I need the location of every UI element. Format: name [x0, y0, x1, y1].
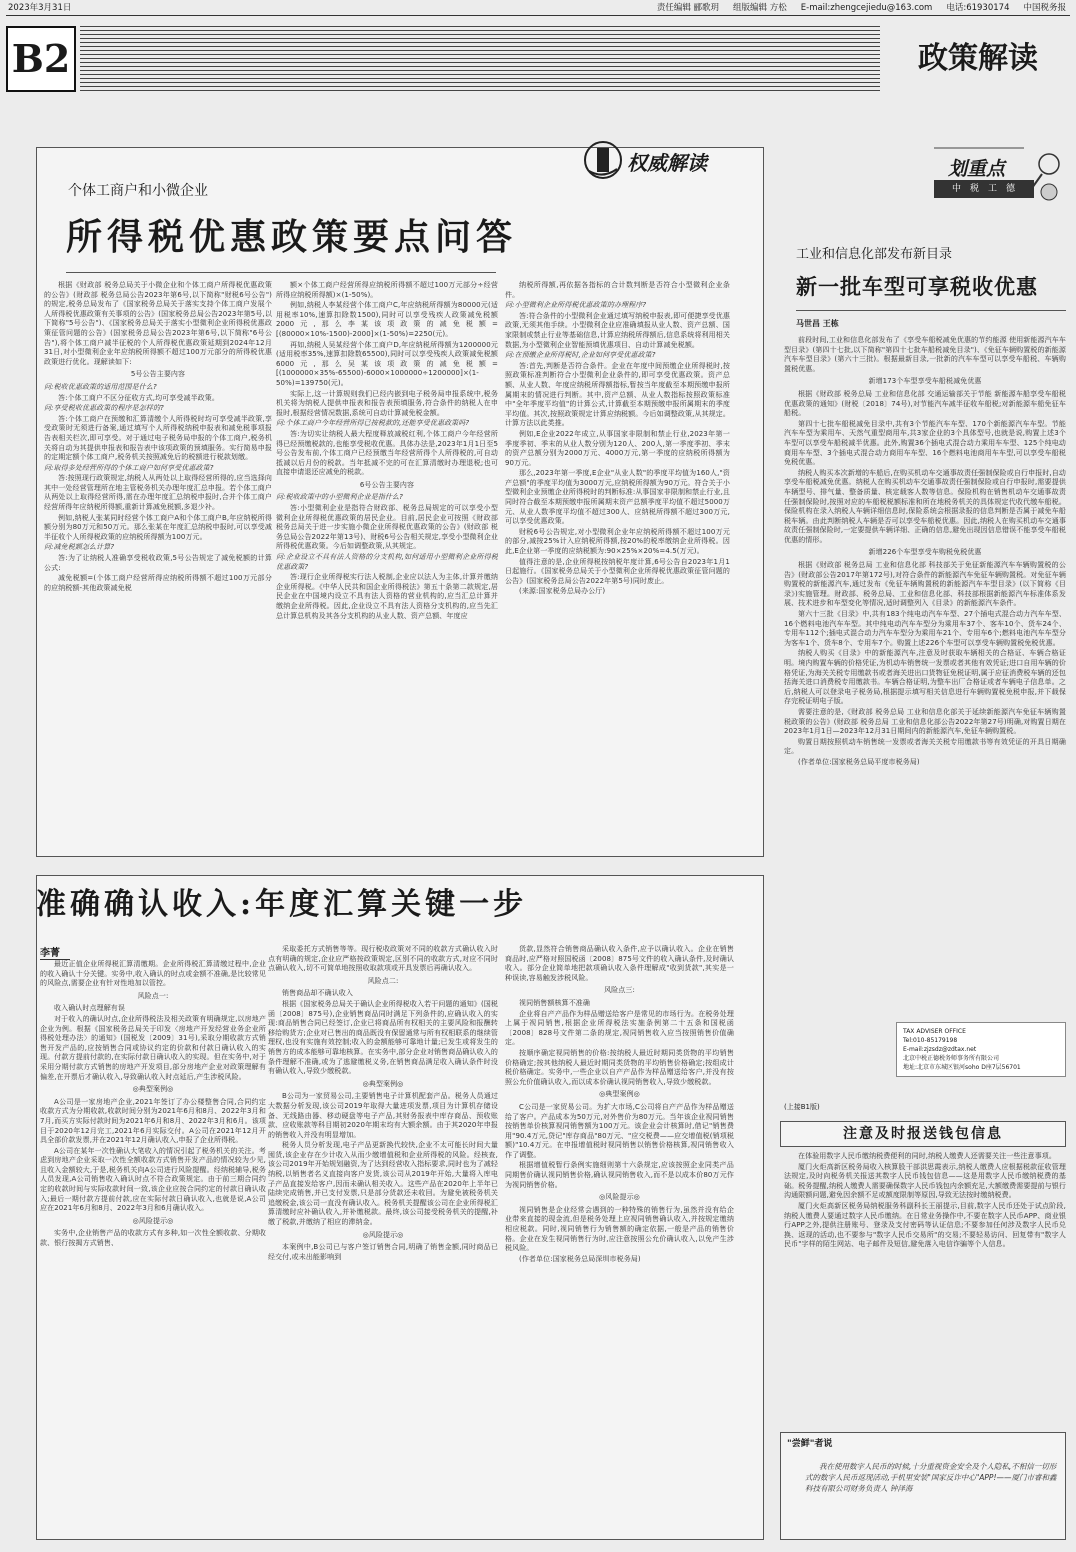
paragraph: 问:享受税收优惠政策的程序是怎样的? — [44, 404, 164, 413]
paragraph: 税务人员分析发现,电子产品更新换代较快,企业不太可能长时间大量囤货,该企业存在少计收入从而少缴增值税和企业所得税的风险。经核查,该公司2019年开始规划融资,为了达到经营收入指标要求,同时也为了减轻纳税,以销售者名义直接向客户发货,该公司从2019年开始,大量将入库电子产品直接发给客户,因而未确认相关收入。这些产品在2020年上半年已陆续完成销售,并已支付发票,只是部分货款还未收回。为避免被税务机关追缴税金,该公司一直没有确认收入。税务机关提醒该公司在企业所得税汇算清缴时应补确认收入,并补缴税款。最终,该公司接受税务机关的提醒,补缴了税款,并缴纳了相应的滞纳金。 — [268, 1141, 498, 1227]
paragraph: 例如,纳税人李某经营个体工商户C,年应纳税所得额为80000元(适用税率10%,速算扣除数1500),同时可以享受残疾人政策减免税额2000元,那么李某该项政策的减免税额=[(80000×10%-1500)-2000]×(1-50%)=2250(元)。 — [276, 301, 498, 338]
paragraph: 纳税所得额,再依据各指标的合计数判断是否符合小型微利企业条件。 — [505, 281, 730, 299]
paragraph: 答:按照现行政策规定,纳税人从两处以上取得经营所得的,应当选择向其中一处经营管理所在地主管税务机关办理年度汇总申报。若个体工商户从两处以上取得经营所得,需在办理年度汇总纳税申报时,合并个体工商户经营所得年应纳税所得额,重新计算减免税额,多退少补。 — [44, 474, 272, 512]
email: E-mail:zhengcejiedu@163.com — [800, 3, 933, 13]
article1-subtitle: 个体工商户和小微企业 — [68, 183, 208, 199]
paragraph: A公司是一家房地产企业,2021年签订了办公楼整售合同,合同约定收款方式为分期收款,收款时间分别为2021年6月和8月、2022年3月和7月,而买方实际付款时间为2021年6月和8月、2022年3月和6月。该项目于2020年12月完工,2021年6月实际交付。A公司在2021年12月开具全部价款发票,并在2021年12月确认收入,申报了企业所得税。 — [40, 1097, 266, 1145]
right-title: 新一批车型可享税收优惠 — [796, 275, 1038, 299]
paragraph: (作者单位:国家税务总局深圳市税务局) — [519, 1254, 641, 1263]
ad-line: TAX ADVISER OFFICE — [903, 1028, 966, 1035]
paragraph: 第六十三批《目录》中,共有183个纯电动汽车车型、27个插电式混合动力汽车车型、16个燃料电池汽车车型。其中纯电动汽车车型分为乘用车37个、客车10个、货车24个、专用车112个;插电式混合动力汽车车型分为乘用车21个、专用车6个;燃料电池汽车车型分为客车1个、货车8个、专用车7个。购置上述226个车型可以享受车辆购置税免税优惠。 — [784, 610, 1066, 647]
paragraph: 问:在预缴企业所得税时,企业如何享受优惠政策? — [505, 351, 656, 360]
paragraph: 纳税人购买《目录》中的新能源汽车,注意及时获取车辆相关的合格证、车辆合格证明。境内购置车辆的价格凭证,为机动车销售统一发票或者其他有效凭证;进口自用车辆的价格凭证,为海关关税专用缴款书或者海关进出口货物征免税证明,属于应征消费税车辆的还包括海关进口消费税专用缴款书。车辆合格证明,为整车出厂合格证或者车辆电子信息单。之后,纳税人可以登录电子税务局,根据提示填写相关信息进行车辆购置税免税申报,并下载保存完税证明电子版。 — [784, 649, 1066, 706]
paragraph: 答:符合条件的小型微利企业通过填写纳税申报表,即可便捷享受优惠政策,无须其他手续。小型微利企业应准确填报从业人数、资产总额、国家限制或禁止行业等基础信息,计算应纳税所得额后,信息系统将利用相关数据,为小型微利企业智能预填优惠项目、自动计算减免税额。 — [505, 311, 730, 349]
page-header — [6, 0, 1070, 16]
section-name: 政策解读 — [886, 26, 1070, 92]
paragraph: 第四十七批车船税减免目录中,共有3个节能汽车车型、170个新能源汽车车型。节能汽车车型为乘用车、天然气重型商用车,共3家企业的3个具体型号,也就是说,购置上述3个车型可以享受车船税减半优惠。此外,购置36个插电式混合动力乘用车车型、125个纯电动商用车车型、3个插电式混合动力商用车车型、16个燃料电池商用车车型,可以享受车船税免税优惠。 — [784, 419, 1066, 467]
paragraph: 5号公告主要内容 — [130, 370, 186, 379]
paragraph: 视同销售是企业经常会遇到的一种特殊的销售行为,虽然并没有给企业带来直接的现金流,但是税务处理上应视同销售确认收入,并按规定缴纳相应税款。同时,视同销售行为销售额的确定依据,一般是产品的销售价格。企业在发生视同销售行为时,应注意按照公允价确认收入,以免产生涉税风险。 — [505, 1205, 734, 1253]
paragraph: ◎风险提示◎ — [132, 1216, 174, 1225]
paragraph: 厦门火炬高新区税务局收入核算股干部洪思霞表示,纳税人缴费人应根据税款征收管理法规定,及时向税务机关报送其数字人民币钱包信息——这是用数字人民币缴纳税费的基础。税务提醒,纳税人缴费人需要确保数字人民币钱包内余额充足,大额缴费需要提前与银行沟通限额问题,避免因余额不足或额度限制等原因,导致无法按时缴纳税费。 — [784, 1162, 1066, 1200]
continued-note: (上接B1版) — [784, 1103, 820, 1111]
paragraph: ◎风险提示◎ — [362, 1230, 404, 1239]
paragraph: 问:小型微利企业所得税优惠政策的办理程序? — [505, 301, 647, 310]
phone: 电话:61930174 — [946, 3, 1010, 13]
ad-line: E-mail:zjzsdz@zdtax.net — [903, 1046, 977, 1053]
paragraph: 值得注意的是,企业所得税按纳税年度计算,6号公告自2023年1月1日起施行。《国家税务总局关于小型微利企业所得税优惠政策征管问题的公告》(国家税务总局公告2022年第5号)同时废止。 — [505, 557, 730, 585]
paragraph: 答:个体工商户在预缴和汇算清缴个人所得税时均可享受减半政策,享受政策时无须进行备案,通过填写个人所得税纳税申报表和减免税事项报告表相关栏次,即可享受。对于通过电子税务局申报的个体工商户,税务机关将自动为其提供申报表和报告表中该项政策的预填服务。实行简易申报的定期定额个体工商户,税务机关按照减免后的税额进行税款划缴。 — [44, 414, 272, 462]
paragraph: 再如,纳税人吴某经营个体工商户D,年应纳税所得额为1200000元(适用税率35%,速算扣除数65500),同时可以享受残疾人政策减免税额6000元,那么吴某该项政策的减免税额=[(1000000×35%-65500)-6000×1000000÷1200000]×(1-50%)=139750(元)。 — [276, 340, 498, 387]
paragraph: ◎典型案例◎ — [599, 1090, 640, 1099]
paragraph: 问:个体工商户今年经营所得已按税款的,还能享受优惠政策吗? — [276, 419, 470, 428]
authority-logo-text: 权威解读 — [627, 151, 707, 175]
paragraph: 风险点一: — [137, 991, 169, 1000]
paragraph: 按顺序确定视同销售的价格:按纳税人最近时期同类货物的平均销售价格确定;按其他纳税人最近时期同类货物的平均销售价格确定;按组成计税价格确定。实务中,一些企业以自产产品作为样品赠送给客户,并没有按照公允价值确认收入,而以成本价确认视同销售收入,导致少缴税款。 — [505, 1048, 734, 1086]
right-title-rule — [796, 310, 1066, 311]
paragraph: 问:取得多处经营所得的个体工商户如何享受优惠政策? — [44, 463, 214, 472]
paragraph: 本案例中,B公司已与客户签订销售合同,明确了销售金额,同时商品已经交付,或未出能影响到 — [268, 1243, 498, 1261]
paper-name: 中国税务报 — [1023, 3, 1066, 13]
article2-column-2 — [268, 945, 498, 1536]
paragraph: 那么,2023年第一季度,E企业"从业人数"的季度平均值为160人,"资产总额"的季度平均值为3000万元,应纳税所得额为90万元。符合关于小型微利企业预缴企业所得税时的判断标准:从事国家非限制和禁止行业,且同时符合截至本期预缴申报所属期末资产总额季度平均值不超过5000万元、从业人数季度平均值不超过300人、应纳税所得额不超过300万元,可以享受优惠政策。 — [505, 469, 730, 526]
paragraph: 风险点三: — [604, 986, 635, 995]
paragraph: 财税6号公告规定,对小型微利企业年应纳税所得额不超过100万元的部分,减按25%计入应纳税所得额,按20%的税率缴纳企业所得税。因此,E企业第一季度的应纳税额为:90×25%×20%=4.5(万元)。 — [505, 527, 730, 556]
paragraph: ◎风险提示◎ — [599, 1193, 640, 1202]
highlight-logo — [904, 140, 1068, 212]
quote-box-title: "尝鲜"者说 — [787, 1439, 833, 1449]
paragraph: 视同销售额核算不准确 — [519, 998, 590, 1007]
paragraph: 货款,显然符合销售商品确认收入条件,应予以确认收入。企业在销售商品时,应严格对照国税函〔2008〕875号文件的收入确认条件,及时确认收入。部分企业简单地把款项确认收入条件理解成"收到货款",其实是一种误读,容易触发涉税风险。 — [505, 945, 734, 982]
article1-column-3 — [505, 281, 730, 853]
paragraph: 减免税额=(个体工商户经营所得应纳税所得额不超过100万元部分的应纳税额-其他政策减免税 — [44, 574, 272, 592]
paragraph: 新增173个车型享受车船税减免优惠 — [868, 377, 982, 386]
article1-title: 所得税优惠政策要点问答 — [66, 216, 518, 258]
highlight-logo-text: 划重点 — [948, 158, 1006, 180]
paragraph: 根据《财政部 税务总局 工业和信息化部 交通运输部关于节能 新能源车船享受车船税优惠政策的通知》(财税〔2018〕74号),对节能汽车减半征收车船税;对新能源车船免征车船税。 — [784, 389, 1066, 418]
responsible-editor: 责任编辑 郦歌玥 — [656, 3, 720, 13]
paragraph: 风险点二: — [367, 976, 399, 985]
ad-line: 地址:北京市东城区银河soho D座7层56701 — [903, 1064, 1021, 1071]
paragraph: 答:个体工商户不区分征收方式,均可享受减半政策。 — [58, 393, 219, 402]
paragraph: 问:企业设立不具有法人资格的分支机构,如何适用小型微利企业所得税优惠政策? — [276, 553, 498, 571]
article2-title: 准确确认收入:年度汇算关键一步 — [36, 887, 528, 922]
issue-date: 2023年3月31日 — [8, 3, 72, 13]
paragraph: 需要注意的是,《财政部 税务总局 工业和信息化部关于延续新能源汽车免征车辆购置税政策的公告》(财政部 税务总局 工业和信息化部公告2022年第27号)明确,对购置日期在2023年1月1日—2023年12月31日期间内的新能源汽车,免征车辆购置税。 — [784, 707, 1066, 736]
page-number: B2 — [6, 26, 76, 92]
paragraph: C公司是一家贸易公司。为扩大市场,C公司将自产产品作为样品赠送给了客户。产品成本为50万元,对外售价为80万元。当年该企业视同销售按销售单价核算视同销售额为100万元。该企业会计核算时,借记"销售费用"90.4万元,贷记"库存商品"80万元、"应交税费——应交增值税(销项税额)"10.4万元。在申报增值税时视同销售以销售价格核算,视同销售收入作了调整。 — [505, 1102, 734, 1159]
paragraph: 例如,纳税人张某同时经营个体工商户A和个体工商户B,年应纳税所得额分别为80万元和50万元。那么张某在年度汇总纳税申报时,可以享受减半征收个人所得税政策的应纳税所得额为100万元。 — [44, 513, 272, 541]
paragraph: 实务中,企业销售产品的收款方式有多种,如一次性全额收款、分期收款、银行按揭方式销售、 — [40, 1229, 266, 1248]
paragraph: 答:为切实让纳税人最大程度释放减税红利,个体工商户今年经营所得已经预缴税款的,也能享受税收优惠。具体办法是,2023年1月1日至5号公告发布前,个体工商户已经预缴当年经营所得个人所得税的,可自动抵减以后月份的税款。当年抵减不完的可在汇算清缴时办理退税;也可直接申请退还应减免的税款。 — [276, 429, 498, 477]
paragraph: 最近正值企业所得税汇算清缴期。企业所得税汇算清缴过程中,企业的收入确认十分关键。实务中,收入确认的时点或金额不准确,是比较常见的风险点,需要企业有针对性地加以管控。 — [40, 960, 266, 988]
paragraph: A公司在某年一次性确认大笔收入的情况引起了税务机关的关注。考虑到房地产企业采取一次性全额收款方式销售开发产品的情况较为少见,且收入金额较大,于是,税务机关向A公司进行风险提醒。经纳税辅导,税务人员发现,A公司销售收入确认时点不符合政策规定。由于前三期合同约定的收款时间与实际收款时间一致,该企业应按合同约定的付款日确认收入;最后一期付款方提前付款,应在实际付款日确认收入,也就是说,A公司应在2021年6月和8月、2022年3月和6月确认收入。 — [40, 1146, 266, 1213]
paragraph: 根据《国家税务总局关于确认企业所得税收入若干问题的通知》(国税函〔2008〕875号),企业销售商品同时满足下列条件的,应确认收入的实现:商品销售合同已经签订,企业已将商品所有权相关的主要风险和报酬转移给购货方;企业对已售出的商品既没有保留通常与所有权相联系的继续管理权,也没有实施有效控制;收入的金额能够可靠地计量;已发生或将发生的销售方的成本能够可靠地核算。在实务中,部分企业对销售商品确认收入的条件理解不准确,或为了逃避缴税义务,在销售商品满足收入确认条件时没有确认收入,导致少缴税款。 — [268, 999, 498, 1076]
paragraph: 对于收入的确认时点,企业所得税法及相关政策有明确规定,以房地产企业为例。根据《国家税务总局关于印发〈房地产开发经营业务企业所得税处理办法〉的通知》(国税发〔2009〕31号),采取分期收款方式销售开发产品的,应按销售合同或协议约定的价款和付款日确认收入的实现。付款方提前付款的,在实际付款日确认收入的实现。但在实务中,对于采用分期付款方式销售的房地产开发项目,部分房地产企业对政策理解有偏差,在开票后才确认收入,导致确认收入时点延后,产生涉税风险。 — [40, 1014, 266, 1081]
paragraph: 问:减免税额怎么计算? — [44, 543, 115, 552]
ad-line: Tel:010-85179198 — [903, 1037, 958, 1044]
notice-body — [784, 1152, 1066, 1426]
paragraph: (作者单位:国家税务总局平度市税务局) — [798, 757, 920, 766]
paragraph: 前段时间,工业和信息化部发布了《享受车船税减免优惠的节约能源 使用新能源汽车车型目录》(第四十七批,以下简称"第四十七批车船税减免目录")、《免征车辆购置税的新能源汽车车型目录》(第六十三批)。根据最新目录,一批新的汽车车型可以享受车船税、车辆购置税优惠。 — [784, 336, 1066, 373]
paragraph: 根据增值税暂行条例实施细则第十六条规定,应该按照企业同类产品同期售价确认视同销售价格,确认视同销售收入,而不是以成本价80万元作为视同销售价格。 — [505, 1161, 734, 1189]
paragraph: 在体验用数字人民币缴纳税费便利的同时,纳税人缴费人还需要关注一些注意事项。 — [798, 1152, 1056, 1160]
notice-banner-title: 注意及时报送钱包信息 — [780, 1121, 1066, 1147]
header-stripe — [80, 26, 880, 92]
paragraph: (来源:国家税务总局办公厅) — [519, 587, 606, 596]
paragraph: 厦门火炬高新区税务局纳税服务科副科长王丽提示,目前,数字人民币还处于试点阶段,纳税人缴费人要通过数字人民币缴纳。在日常业务操作中,不要在数字人民币APP、商业银行APP之外,提供注册账号、登录及支付密码等认证信息;不要参加任何涉及数字人民币兑换、返现的活动,也不要参与"数字人民币交易所"的交易;不要轻易访问、回复带有"数字人民币"字样的陌生网站、电子邮件及短信,避免落入电信诈骗等个人信息。 — [784, 1201, 1066, 1249]
paragraph: 根据《财政部 税务总局关于小微企业和个体工商户所得税优惠政策的公告》(财政部 税务总局公告2023年第6号,以下简称"财税6号公告")的规定,税务总局发布了《国家税务总局关于落实支持个体工商户发展个人所得税优惠政策有关事项的公告》(国家税务总局公告2023年第5号,以下简称"5号公告")、《国家税务总局关于落实小型微利企业所得税优惠政策征管问题的公告》(国家税务总局公告2023年第6号,以下简称"6号公告"),将个体工商户减半征税的个人所得税优惠政策延期到2024年12月31日,对小型微利企业年应纳税所得额不超过100万元部分的所得税优惠政策进行优化。现解读如下: — [44, 281, 272, 366]
layout-editor: 组版编辑 方松 — [733, 3, 787, 13]
paragraph: 纳税人购买本次新增的车船后,在购买机动车交通事故责任强制保险或自行申报时,自动享受车船税减免优惠。纳税人在购买机动车交通事故责任强制保险或自行申报时,需要提供车辆型号、排气量、整备质量、核定载客人数等信息。保险机构在销售机动车交通事故责任强制保险时,按照对应的车船税税额标准和所在地税务机关的具体规定代收代缴车船税。保险机构在录入纳税人车辆详细信息时,保险系统会根据录报的信息判断是否属于减免车船税车辆。由此判断纳税人车辆是否可以享受车船税优惠。因此,纳税人在购买机动车交通事故责任强制保险时,一定要提供车辆详细、正确的信息,避免出现因信息错误不能享受车船税优惠的情形。 — [784, 468, 1066, 544]
advisor-ad — [896, 1022, 1066, 1077]
header-info — [657, 0, 1066, 16]
paragraph: B公司为一家贸易公司,主要销售电子计算机配套产品。税务人员通过大数据分析发现,该公司2019年取得大量进项发票,项目为计算机存储设备、无线路由器、移动硬盘等电子产品,其财务报表中库存商品、预收账款、应收账款等科目期初2020年期末均有大额余额。由于其2020年申报的销售收入并没有明显增加。 — [268, 1092, 498, 1139]
title-rule — [66, 272, 496, 273]
paragraph: 收入确认时点理解有误 — [54, 1004, 125, 1013]
highlight-logo-sub: 中税工德 — [952, 184, 1025, 194]
paragraph: 问:税收政策中的小型微利企业是指什么? — [276, 493, 403, 502]
paragraph: 新增226个车型享受车购税免税优惠 — [868, 548, 982, 557]
article1-column-1 — [44, 281, 272, 853]
article2-author: 李菁 — [40, 944, 70, 960]
paragraph: 答:现行企业所得税实行法人税制,企业应以法人为主体,计算并缴纳企业所得税。《中华人民共和国企业所得税法》第五十条第二款规定,居民企业在中国境内设立不具有法人资格的营业机构的,应当汇总计算并缴纳企业所得税。因此,企业设立不具有法人资格分支机构的,应当先汇总计算总机构及其各分支机构的从业人数、资产总额、年度应 — [276, 573, 498, 620]
article2-column-3 — [505, 945, 734, 1536]
paragraph: 实际上,这一计算规则我们已经内嵌到电子税务局申报系统中,税务机关将为纳税人提供申报表和报告表预填服务,符合条件的纳税人在申报时,根据经营情况数据,系统可自动计算减免税金额。 — [276, 389, 498, 417]
paragraph: 答:为了让纳税人准确享受税收政策,5号公告规定了减免税额的计算公式: — [44, 554, 272, 572]
paragraph: 答:首先,判断是否符合条件。企业在年度中间预缴企业所得税时,按照政策标准判断符合小型微利企业条件的,即可享受优惠政策。资产总额、从业人数、年度应纳税所得额指标,暂按当年度截至本期预缴申报所属期末的情况进行判断。其中,资产总额、从业人数指标按照政策标准中"全年季度平均值"的计算公式,计算截至本期预缴申报所属期末的季度平均值。其次,按照政策规定计算应纳税额。今后如调整政策,从其规定。计算方法以此类推。 — [505, 361, 730, 428]
paragraph: 问:税收优惠政策的适用范围是什么? — [44, 382, 157, 391]
paragraph: 答:小型微利企业是指符合财政部、税务总局规定的可以享受小型微利企业所得税优惠政策的居民企业。目前,居民企业可按照《财政部 税务总局关于进一步实施小微企业所得税优惠政策的公告》(财政部 税务总局公告2022年第13号)、财税6号公告相关规定,享受小型微利企业所得税优惠政策。今后如调整政策,从其规定。 — [276, 504, 498, 551]
ad-line: 北京中税正德税务师事务所有限公司 — [903, 1055, 1000, 1062]
quote-box-text: 我在使用数字人民币的时候,十分重视资金安全及个人隐私,不相信一切形式的数字人民币返现活动,手机里安装"国家反诈中心"APP!——厦门市睿和鑫科技有限公司财务负责人 钟泽海 — [805, 1462, 1057, 1493]
right-article-body — [784, 336, 1066, 1020]
right-author: 马世昌 王栋 — [796, 319, 839, 328]
article1-column-2 — [276, 281, 498, 853]
article2-column-1 — [40, 960, 266, 1536]
paragraph: ◎典型案例◎ — [132, 1085, 174, 1094]
paragraph: 例如,E企业2022年成立,从事国家非限制和禁止行业,2023年第一季度季初、季末的从业人数分别为120人、200人,第一季度季初、季末的资产总额分别为2000万元、4000万元,第一季度的应纳税所得额为90万元。 — [505, 429, 730, 467]
paragraph: 购置日期按照机动车销售统一发票或者海关关税专用缴款书等有效凭证的开具日期确定。 — [784, 737, 1066, 756]
paragraph: ◎典型案例◎ — [362, 1079, 404, 1088]
paragraph: 6号公告主要内容 — [359, 480, 415, 489]
paragraph: 企业将自产产品作为样品赠送给客户是常见的市场行为。在税务处理上属于视同销售,根据企业所得税法实施条例第二十五条和国税函〔2008〕828号文件第二条的规定,视同销售收入应当按照销售价值确定。 — [505, 1009, 734, 1047]
quote-box — [780, 1432, 1066, 1540]
paragraph: 根据《财政部 税务总局 工业和信息化部 科技部关于免征新能源汽车车辆购置税的公告》(财政部公告2017年第172号),对符合条件的新能源汽车免征车辆购置税。对免征车辆购置税的新能源汽车,通过发布《免征车辆购置税的新能源汽车车型目录》(以下简称《目录》)实施管理。财政部、税务总局、工业和信息化部、科技部根据新能源汽车标准体系发展、技术进步和车型变化等情况,适时调整列入《目录》的新能源汽车条件。 — [784, 561, 1066, 608]
paragraph: 采取委托方式销售等等。现行税收政策对不同的收款方式确认收入时点有明确的规定,企业应严格按政策规定,区别不同的收款方式,对应不同时点确认收入,切不可简单地按照收取款项或开具发票后再确认收入。 — [268, 945, 498, 973]
right-subtitle: 工业和信息化部发布新目录 — [796, 247, 953, 262]
paragraph: 销售商品却不确认收入 — [282, 989, 353, 998]
paragraph: 额×个体工商户经营所得应纳税所得额不超过100万元部分÷经营所得应纳税所得额)×(1-50%)。 — [276, 281, 498, 299]
authority-logo — [583, 139, 733, 181]
